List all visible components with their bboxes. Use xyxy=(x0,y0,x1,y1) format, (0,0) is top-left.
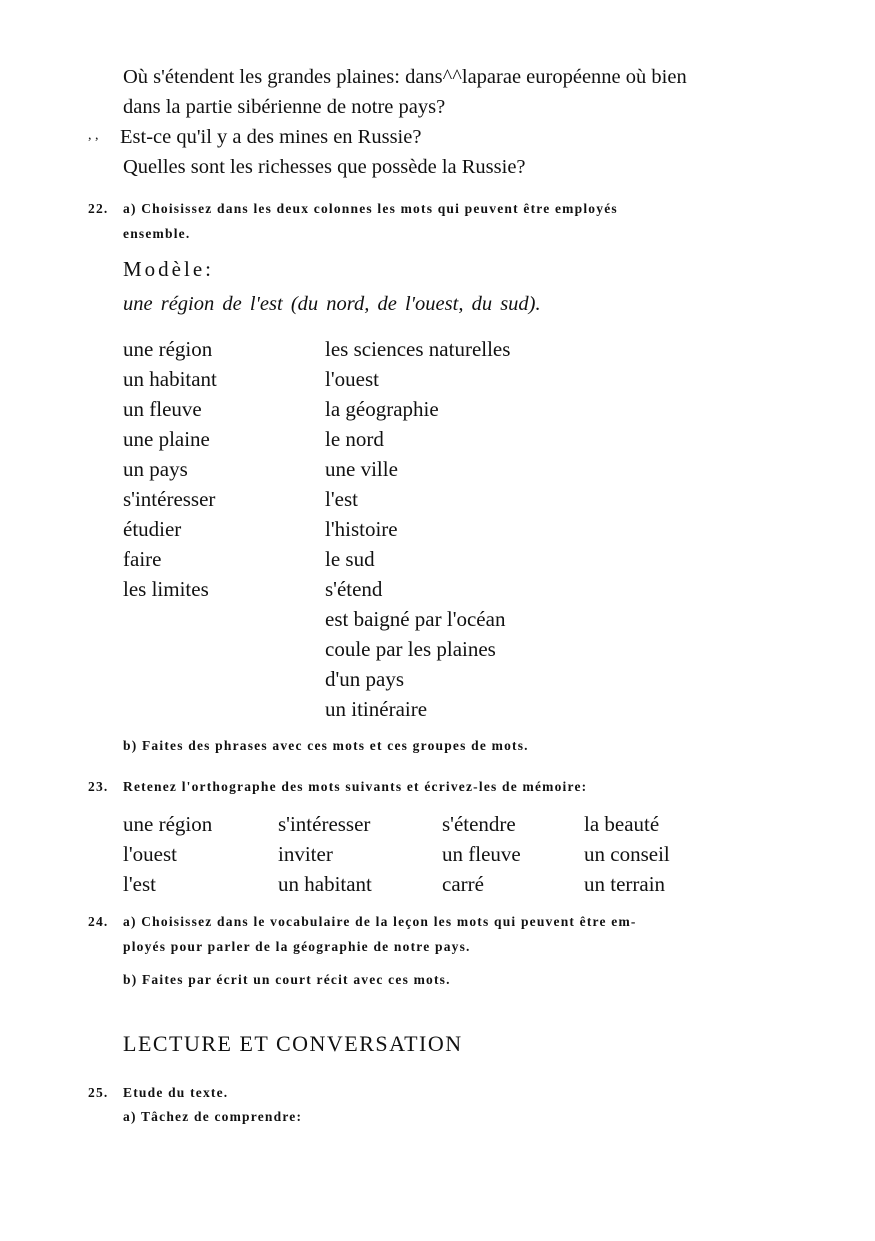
right-word: la géographie xyxy=(325,397,439,421)
spelling-word: la beauté xyxy=(584,812,660,836)
exercise-23-number: 23. xyxy=(88,779,109,794)
left-word-column xyxy=(123,334,217,604)
exercise-24-part-b: b) Faites par écrit un court récit avec ces mots. xyxy=(123,972,451,987)
left-word: une plaine xyxy=(123,427,210,451)
exercise-22-instruction-line-2: ensemble. xyxy=(123,226,191,241)
question-3: Quelles sont les richesses que possède la Russie? xyxy=(123,156,526,178)
exercise-22-part-b: b) Faites des phrases avec ces mots et ces groupes de mots. xyxy=(123,738,529,753)
exercise-25-title: Etude du texte. xyxy=(123,1085,229,1100)
right-word: une ville xyxy=(325,457,398,481)
spelling-word: inviter xyxy=(278,842,333,866)
right-word: s'étend xyxy=(325,577,383,601)
spelling-word: un conseil xyxy=(584,842,670,866)
right-word: l'histoire xyxy=(325,517,398,541)
model-text: une région de l'est (du nord, de l'ouest, du sud). xyxy=(123,293,541,315)
right-word: d'un pays xyxy=(325,667,405,691)
model-label: Modèle: xyxy=(123,257,214,281)
section-title: LECTURE ET CONVERSATION xyxy=(123,1031,463,1056)
left-word: un habitant xyxy=(123,367,217,391)
left-word: faire xyxy=(123,547,162,571)
spelling-word: un terrain xyxy=(584,872,666,896)
left-word: un fleuve xyxy=(123,397,202,421)
right-word: l'est xyxy=(325,487,358,511)
spelling-word: s'étendre xyxy=(442,812,516,836)
left-word: un pays xyxy=(123,457,188,481)
right-word: un itinéraire xyxy=(325,697,428,721)
right-word: le nord xyxy=(325,427,384,451)
right-word: est baigné par l'océan xyxy=(325,607,506,631)
right-word: le sud xyxy=(325,547,375,571)
right-word: les sciences naturelles xyxy=(325,337,511,361)
margin-mark: , , xyxy=(88,128,99,143)
exercise-25-number: 25. xyxy=(88,1085,109,1100)
spelling-word: un habitant xyxy=(278,872,372,896)
left-word: étudier xyxy=(123,517,182,541)
spelling-column-4 xyxy=(584,809,670,899)
exercise-24-number: 24. xyxy=(88,914,109,929)
question-1-line-2: dans la partie sibérienne de notre pays? xyxy=(123,96,446,118)
question-1-line-1: Où s'étendent les grandes plaines: dans^^laparae européenne où bien xyxy=(123,66,687,88)
left-word: les limites xyxy=(123,577,209,601)
right-word: coule par les plaines xyxy=(325,637,496,661)
exercise-25-part-a: a) Tâchez de comprendre: xyxy=(123,1109,303,1124)
spelling-column-3 xyxy=(442,809,521,899)
right-word-column xyxy=(325,334,510,724)
spelling-word: un fleuve xyxy=(442,842,521,866)
exercise-23-instruction: Retenez l'orthographe des mots suivants et écrivez-les de mémoire: xyxy=(123,779,588,794)
spelling-word: l'est xyxy=(123,872,156,896)
spelling-column-2 xyxy=(278,809,372,899)
left-word: s'intéresser xyxy=(123,487,216,511)
exercise-24-instruction-line-2: ployés pour parler de la géographie de notre pays. xyxy=(123,939,471,954)
spelling-word: s'intéresser xyxy=(278,812,371,836)
exercise-22-number: 22. xyxy=(88,201,109,216)
spelling-word: l'ouest xyxy=(123,842,177,866)
spelling-word: carré xyxy=(442,872,484,896)
right-word: l'ouest xyxy=(325,367,379,391)
spelling-word: une région xyxy=(123,812,213,836)
exercise-24-instruction-line-1: a) Choisissez dans le vocabulaire de la leçon les mots qui peuvent être em- xyxy=(123,914,637,929)
question-2: Est-ce qu'il y a des mines en Russie? xyxy=(120,126,422,148)
exercise-22-instruction-line-1: a) Choisissez dans les deux colonnes les mots qui peuvent être employés xyxy=(123,201,618,216)
spelling-column-1 xyxy=(123,809,212,899)
left-word: une région xyxy=(123,337,213,361)
